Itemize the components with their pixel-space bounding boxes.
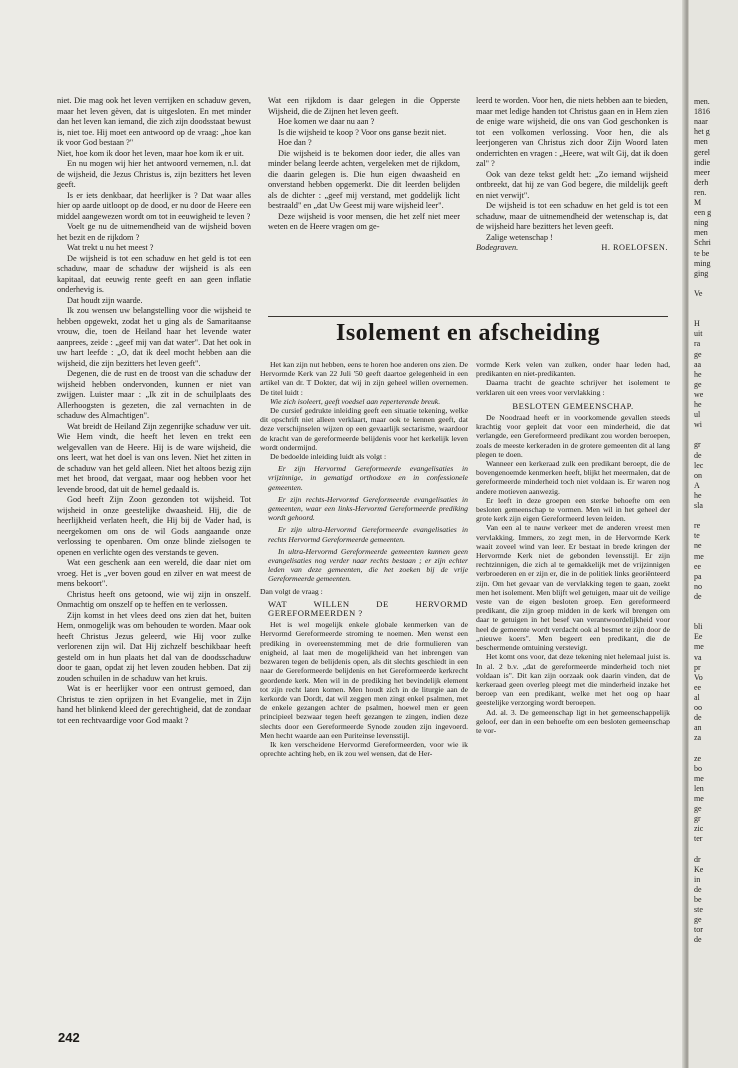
next-page-fragment: gr — [694, 814, 701, 824]
article-followup: Dan volgt de vraag : — [260, 586, 323, 596]
next-page-fragment: za — [694, 733, 702, 743]
left-column — [57, 96, 251, 726]
next-page-fragment: ste — [694, 905, 703, 914]
next-page-fragment: len — [694, 783, 704, 793]
next-page-fragment: tor — [694, 925, 703, 935]
article-column-1 — [260, 360, 468, 758]
article-subhead-1: WAT WILLEN DE HERVORMD GEREFORMEERDEN ? — [268, 598, 468, 619]
next-page-fragment: in — [694, 874, 701, 884]
paragraph: Van een al te nauw verkeer met de anderen vreest men vervlakking. Immers, zo zegt men, in de Hervormde Kerk waait zoveel wind van leer. Er bestaat in brede kringen der Hervormde Kerk niet de gebonden levensstijl. Er zijn rechtzinnigen, die zich al te gemakkelijk met de vrijzinnigen verbroederen en er zijn er, die in de politiek links georiënteerd zijn. Om het gevaar van de vervlakking tegen te gaan, zoekt men het isolement. Men blijft wel getuigen, maar uit de veilige veste van de eigen besloten groep. Een gereformeerd predikant, die zijn groep midden in de kerk wil brengen om daar te getuigen in het besef van verantwoordelijkheid voor heel de gemeente wordt verdacht ook al besmet te zijn door de „nieuwe koers". Men begeert een predikant, die de beschermende omtuining verstevigt. — [476, 523, 670, 653]
next-page-fragment: de — [694, 450, 702, 460]
paragraph: De Noodraad heeft er in voorkomende gevallen steeds krachtig voor gepleit dat voor een minderheid, die dat verlangde, een Gereformeerd predikant zou worden beroepen, zoals de meeste kerkeraden in de grotere gemeenten dit al lang plegen te doen. — [476, 413, 670, 459]
next-page-fragment: ge — [694, 915, 702, 925]
next-page-fragment: men. — [694, 97, 710, 106]
next-page-fragment: me — [694, 642, 704, 652]
paragraph: Is die wijsheid te koop ? Voor ons ganse bezit niet. — [278, 127, 447, 137]
next-page-fragment: uit — [694, 329, 703, 339]
paragraph: Wat breidt de Heiland Zijn zegenrijke schaduw ver uit. Wie Hem vindt, die heeft het leven en trekt een welgevallen van de Heere. Hij is de ware wijsheid, die ons leert, wat het doel is van ons leven. Niet het zitten in de schaduw van het geld alleen. Niet het altoos bezig zijn met het brood, dat vergaat, maar oog hebben voor het levende brood, dat uit de hemel gedaald is. — [57, 421, 251, 494]
quote-paragraph: In ultra-Hervormd Gereformeerde gemeenten kunnen geen evangelisaties nog verder naar rechts bestaan ; er zijn echter leden van deze gemeenten, die het zoeken bij de vrije Gereformeerde gemeenten. — [268, 546, 468, 584]
next-page-fragment: A — [694, 480, 700, 490]
next-page-fragment: ning — [694, 218, 709, 228]
signature — [476, 243, 668, 254]
paragraph: Wie zich isoleert, geeft voedsel aan reperterende breuk. — [270, 396, 441, 406]
next-page-fragment: dr — [694, 854, 701, 864]
paragraph: En nu mogen wij hier het antwoord vernemen, n.l. dat de wijsheid, die Jezus Christus is, zijn bezitters het leven geeft. — [57, 159, 251, 189]
next-page-fragment: Vo — [694, 672, 703, 682]
next-page-fragment: men — [694, 137, 708, 147]
article-subhead-2: BESLOTEN GEMEENSCHAP. — [512, 400, 634, 411]
next-page-fragment: pa — [694, 571, 702, 581]
next-page-fragment: ee — [694, 561, 702, 571]
next-page-fragment: ge — [694, 349, 702, 359]
next-page-fragment: he — [694, 400, 702, 409]
paragraph: Er leeft in deze groepen een sterke behoefte om een besloten gemeenschap te vormen. Men wil in het geheel der grote kerk zijn eigen Gereformeerd leven leiden. — [476, 495, 670, 524]
next-page-fragment: oo — [694, 703, 702, 712]
next-page-fragment: me — [694, 773, 704, 783]
next-page-fragment: Ke — [694, 864, 704, 874]
next-page-fragment: ne — [694, 541, 702, 551]
paragraph: Niet, hoe kom ik door het leven, maar hoe kom ik er uit. — [57, 148, 244, 158]
next-page-fragment: 1816 — [694, 107, 710, 117]
next-page-fragment: een g — [694, 208, 712, 218]
paragraph: God heeft Zijn Zoon gezonden tot wijsheid. Tot wijsheid in onze geestelijke dwaasheid. Hij, die de heerlijkheid verlaten heeft, die Hij bij de Vader had, is neergekomen om ons de wil Gods aangaande onze verlossing te openbaren. Om onze blinde zielsogen te openen en verlichte ogen des verstands te geven. — [57, 495, 251, 557]
next-page-fragment: M — [694, 198, 702, 207]
next-page-fragment: ze — [694, 753, 702, 763]
next-page-fragment: indie — [694, 157, 710, 167]
next-page-fragment: Schri — [694, 238, 711, 248]
paragraph: Die wijsheid is te bekomen door ieder, die alles van minder belang leerde achten, vergeleken met de rijkdom, die daarin gelegen is. Die hun eigen dwaasheid en onverstand hebben opgemerkt. Die dit leerden belijden als de dichter : „geef mij verstand, met goddelijk licht bestraald" en „dat Uw Geest mij ware wijsheid leer". — [268, 148, 460, 210]
next-page-fragment: lec — [694, 460, 704, 470]
next-page-fragment: men — [694, 228, 708, 238]
next-page-fragment: het g — [694, 127, 710, 137]
quote-paragraph: Er zijn ultra-Hervormd Gereformeerde evangelisaties in rechts Hervormd Gereformeerde gemeenten. — [268, 525, 468, 544]
paragraph: Voelt ge nu de uitnemendheid van de wijsheid boven het bezit en de rijkdom ? — [57, 222, 251, 242]
next-page-fragment: zic — [694, 824, 704, 834]
quote-paragraph: Er zijn rechts-Hervormd Gereformeerde evangelisaties in gemeenten, waar een links-Hervormd Gereformeerde prediking wordt gehoord. — [268, 494, 468, 523]
next-page-fragment: on — [694, 470, 702, 480]
paragraph: Hoe dan ? — [278, 138, 312, 147]
next-page-fragment: H — [694, 319, 700, 329]
paragraph: Wat een rijkdom is daar gelegen in die Opperste Wijsheid, die de Zijnen het leven geeft. — [268, 96, 460, 116]
page-number: 242 — [58, 1030, 80, 1045]
next-page-fragment: bli — [694, 622, 703, 632]
next-page-fragment: Ve — [694, 288, 703, 298]
next-page-fragment: he — [694, 490, 702, 500]
next-page-fragment: no — [694, 581, 702, 591]
next-page-fragment: we — [694, 389, 704, 399]
paragraph: niet. Die mag ook het leven verrijken en schaduw geven, maar het leven gèven, dat is uitgesloten. En met minder dan het leven kan iemand, die zich zijn doodsstaat bewust is, niet toe. Hij moet een antwoord op de vraag: „hoe kan ik voor God bestaan ?" — [57, 96, 251, 147]
paragraph: Ad. al. 3. De gemeenschap ligt in het gemeenschappelijk geloof, eer dan in een behoefte om een besloten gemeenschap te vor- — [476, 707, 670, 735]
paragraph: Degenen, die de rust en de troost van die schaduw der wijsheid hebben ondervonden, kunnen er niet van zwijgen. Luister maar : „Ik zit in de schuilplaats des Allerhoogsten is gezeten, die zal vernachten in de schaduw des Almachtigen". — [57, 369, 251, 420]
paragraph: Daarna tracht de geachte schrijver het isolement te verklaren uit een vrees voor vervlakking : — [476, 378, 670, 397]
paragraph: De bedoelde inleiding luidt als volgt : — [270, 452, 387, 462]
paragraph: Het komt ons voor, dat deze tekening niet helemaal juist is. In al. 2 b.v. „dat de gereformeerde minderheid toch niet voldaan is". Dit kan zijn oorzaak ook daarin vinden, dat de kerkeraad geen overleg pleegt met die minderheid inzake het beroep van een predikant, welke met het oog op haar geestelijke verzorging wordt beroepen. — [476, 652, 670, 708]
next-page-fragment: te be — [694, 248, 710, 258]
article-intro — [260, 360, 468, 461]
paragraph: vormde Kerk velen van zulken, onder haar leden had, predikanten en niet-predikanten. — [476, 360, 670, 379]
next-page-fragment: he — [694, 369, 702, 379]
article-body-2 — [476, 413, 670, 735]
next-page-fragment: re — [694, 521, 701, 531]
next-page-fragment: gerel — [694, 147, 710, 157]
paragraph: Ik zou wensen uw belangstelling voor die wijsheid te hebben opgewekt, zodat het u ging als de Samaritaanse vrouw, die, toen de Heiland haar het levende water aanprees, zeide : „geef mij van dat water". Dat het ook in uw hart leefde : „O, dat ik deel mocht hebben aan die wijsheid, die zijn bezitters het leven geeft". — [57, 306, 251, 368]
next-page-fragment: ming — [694, 258, 711, 268]
paragraph: Zijn komst in het vlees deed ons zien dat het, buiten Hem, onmogelijk was om behouden te worden. Maar ook heeft Christus Jezus geleerd, wie Hij voor zulke verlorenen zijn wil. Dat Hij zichzelf beschikbaar heeft gesteld om in hun plaats het dal van de doodsschaduw door te gaan, opdat zij het leven zouden hebben. Dat zij zouden schuilen in de schaduw van het kruis. — [57, 610, 251, 683]
next-page-fragment: Ee — [694, 632, 703, 642]
paragraph: Wanneer een kerkeraad zulk een predikant beroept, die de bovengenoemde kenmerken heeft, blijkt het meermalen, dat de gereformeerde minderheid toch niet voldaan is. Er waren nog andere motieven aanwezig. — [476, 459, 670, 496]
paragraph: De cursief gedrukte inleiding geeft een situatie tekening, welke dit opschrift niet alleen verklaart, maar ook te kennen geeft, dat deze verschijnselen wijzen op een gevaarlijk sectarisme, waardoor de kracht van de gereformeerde belijdenis voor het kerkelijk leven wordt ondermijnd. — [260, 406, 468, 452]
next-page-fragment: derh — [694, 177, 709, 187]
next-page-fragment: ge — [694, 379, 702, 389]
next-page-fragment: de — [694, 591, 702, 601]
middle-top-column — [268, 96, 460, 233]
paragraph: Is er iets denkbaar, dat heerlijker is ? Dat waar alles hier op aarde uitloopt op de dood, er nu door de Heere een middel aangewezen wordt om tot in eeuwigheid te leven ? — [57, 190, 251, 221]
article-body-1 — [260, 620, 468, 758]
next-page-fragment: pr — [694, 662, 701, 672]
article-title: Isolement en afscheiding — [336, 320, 600, 346]
paragraph: Ik ken verscheidene Hervormd Gereformeerden, voor wie ik oprechte achting heb, en ik zou wel wensen, dat de Her- — [260, 739, 468, 759]
next-page-fragment: va — [694, 652, 702, 662]
next-page-fragment: ging — [694, 268, 709, 278]
paragraph: Het kan zijn nut hebben, eens te horen hoe anderen ons zien. De Hervormde Kerk van 22 Juli '50 geeft daartoe gelegenheid in een artikel van dr. T Dokter, dat wij in zijn geheel willen overnemen. De titel luidt : — [260, 360, 468, 397]
paragraph: Hoe komen we daar nu aan ? — [278, 117, 375, 126]
article-column-2 — [476, 360, 670, 735]
next-page-fragment: de — [694, 935, 702, 945]
paragraph: Dat houdt zijn waarde. — [67, 295, 143, 305]
paragraph: Het is wel mogelijk enkele globale kenmerken van de Hervormd Gereformeerde stroming te noemen. Men wenst een prediking in overeenstemming met de drie formulieren van enigheid, al laat men de mogelijkheid van het inbrengen van bezwaren tegen de belijdenis open, als dit slechts geschiedt in een naar de Gereformeerde belijdenis en het Gereformeerde kerkrecht geordende kerk. Men wil in de prediking het bevindelijk element tot zijn recht laten komen. Men houdt zich in de liturgie aan de kerkorde van Dordt, dat wil zeggen men zingt enkel psalmen, met de enkele gezangen achter de psalmen, hoewel men er geen principieel bezwaar tegen heeft gezangen te zingen, indien deze slechts door een Gereformeerde Synode zouden zijn ingevoerd. Men hecht waarde aan een Puriteinse levensstijl. — [260, 620, 468, 740]
article-quote — [260, 464, 468, 583]
paragraph: Deze wijsheid is voor mensen, die het zelf niet meer weten en de Heere vragen om ge- — [268, 211, 460, 231]
next-page-fragment: al — [694, 692, 700, 702]
paragraph: Wat een geschenk aan een wereld, die daar niet om vroeg. Het is „ver boven goud en zilver en wat meest de mens bekoort". — [57, 558, 251, 588]
signature-place: Bodegraven. — [476, 243, 519, 252]
next-page-fragment: bo — [694, 763, 702, 773]
next-page-fragment: ul — [694, 410, 701, 420]
next-page-fragment: sla — [694, 501, 703, 510]
paragraph: Ook van deze tekst geldt het: „Zo iemand wijsheid ontbreekt, dat hij ze van God begere, die mildelijk geeft en niet verwijt". — [476, 169, 668, 200]
next-page-edge — [688, 0, 738, 1068]
paragraph: De wijsheid is tot een schaduw en het geld is tot een schaduw, maar de schaduw der wijsheid is als een kapitaal, dat eeuwig rente geeft en aan geen inflatie onderhevig is. — [57, 253, 251, 294]
next-page-fragment: wi — [694, 420, 702, 430]
next-page-fragment: an — [694, 723, 702, 733]
next-page-fragment: aa — [694, 359, 702, 369]
paragraph: Wat is er heerlijker voor een ontrust gemoed, dan Christus te zien oprijzen in het Evangelie, met in Zijn hand het blinkend kleed der gerechtigheid, dat de zondaar tot een rechtvaardige voor God maakt ? — [57, 684, 251, 725]
next-page-fragment: naar — [694, 117, 708, 127]
paragraph: Christus heeft ons getoond, wie wij zijn in onszelf. Onmachtig om onszelf op te heffen en te verlossen. — [57, 589, 251, 609]
next-page-fragment: meer — [694, 167, 710, 177]
next-page-fragment: gr — [694, 440, 701, 450]
next-page-fragment: ra — [694, 339, 701, 349]
next-page-fragment: be — [694, 894, 702, 904]
next-page-fragment: ge — [694, 804, 702, 813]
next-page-fragment: te — [694, 531, 700, 541]
paragraph: leerd te worden. Voor hen, die niets hebben aan te bieden, maar met ledige handen tot Christus gaan en in Hem zien de enige ware wijsheid, die ons van God geschonken is tot een volkomen verlossing. Voor hen, die als leerjongeren van Christus zich door Zijn Woord laten onderrichten en vragen : „Heere, wat wilt Gij, dat ik doen zal" ? — [476, 96, 668, 168]
signature-author: H. ROELOFSEN. — [601, 243, 668, 252]
quote-paragraph: Er zijn Hervormd Gereformeerde evangelisaties in vrijzinnige, in gematigd orthodoxe en in confessionele gemeenten. — [268, 464, 468, 492]
next-page-fragment: ter — [694, 834, 703, 844]
next-page-fragment: de — [694, 713, 702, 723]
next-page-fragment: me — [694, 793, 704, 803]
next-page-fragment: ren. — [694, 187, 707, 197]
signature-closing: Zalige wetenschap ! — [486, 232, 553, 242]
next-page-fragment: me — [694, 551, 704, 561]
right-top-column — [476, 96, 668, 254]
next-page-fragment: ee — [694, 682, 702, 692]
right-top-body — [476, 96, 668, 233]
paragraph: De wijsheid is tot een schaduw en het geld is tot een schaduw, maar de uitnemendheid der wetenschap is, dat de wijsheid hare bezitters het leven geeft. — [476, 201, 668, 231]
article-intro-2 — [476, 360, 670, 397]
next-page-fragment: de — [694, 884, 702, 894]
paragraph: Wat trekt u nu het meest ? — [67, 243, 154, 252]
